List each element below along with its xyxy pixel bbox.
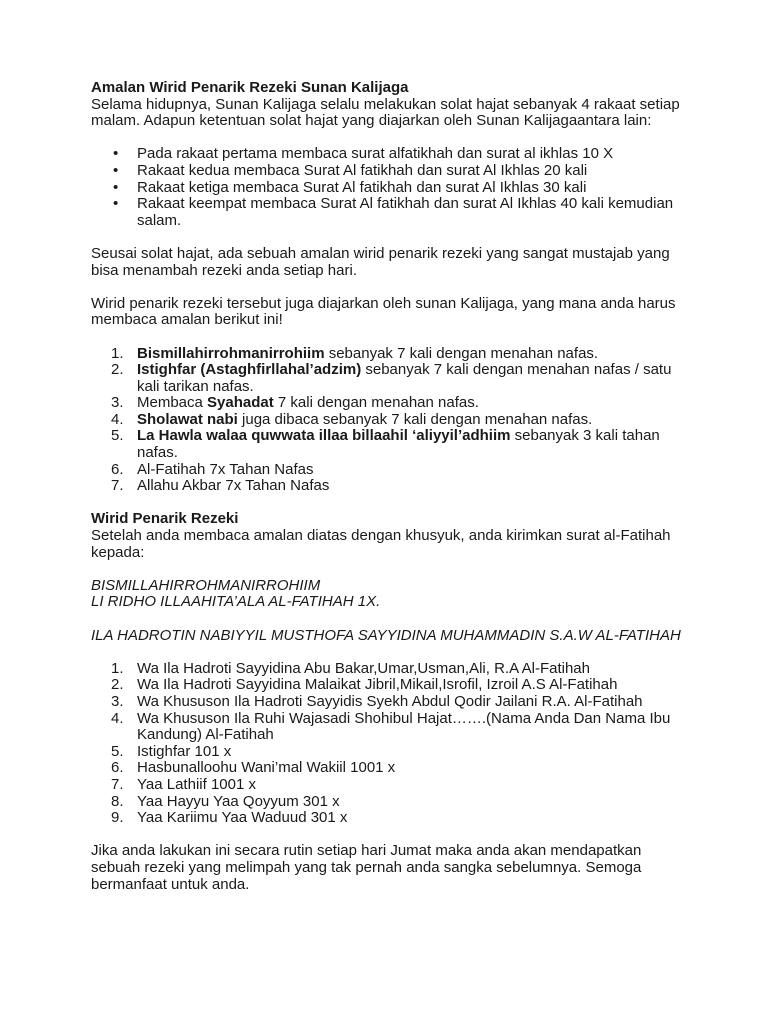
list-item: 8. Yaa Hayyu Yaa Qoyyum 301 x — [111, 792, 340, 810]
paragraph-wirid-intro: Wirid penarik rezeki tersebut juga diajarkan oleh sunan Kalijaga, yang mana anda harus membaca amalan berikut ini! — [91, 294, 676, 329]
amalan-list — [91, 346, 681, 495]
list-item: 1. Wa Ila Hadroti Sayyidina Abu Bakar,Umar,Usman,Ali, R.A Al-Fatihah — [111, 659, 590, 677]
list-item: 7. Allahu Akbar 7x Tahan Nafas — [111, 477, 330, 495]
section-title-wirid: Wirid Penarik Rezeki — [91, 510, 239, 528]
closing-paragraph: Jika anda lakukan ini secara rutin setiap hari Jumat maka anda akan mendapatkan sebuah rezeki yang melimpah yang tak pernah anda sangka sebelumnya. Semoga bermanfaat untuk anda. — [91, 842, 642, 893]
list-item: • Rakaat keempat membaca Surat Al fatikhah dan surat Al Ikhlas 40 kali kemudian salam. — [91, 196, 681, 229]
list-item: 3. Membaca Syahadat 7 kali dengan menahan nafas. — [111, 394, 479, 412]
rakaat-list — [91, 146, 681, 229]
list-item: 7. Yaa Lathiif 1001 x — [111, 775, 256, 793]
list-item: 9. Yaa Kariimu Yaa Waduud 301 x — [111, 809, 348, 827]
list-item: • Rakaat ketiga membaca Surat Al fatikhah dan surat Al Ikhlas 30 kali — [91, 180, 681, 197]
intro-paragraph: Selama hidupnya, Sunan Kalijaga selalu melakukan solat hajat sebanyak 4 rakaat setiap malam. Adapun ketentuan solat hajat yang diajarkan oleh Sunan Kalijagaantara lain: — [91, 95, 680, 130]
wirid-list — [91, 661, 681, 827]
list-item: 4. Wa Khususon Ila Ruhi Wajasadi Shohibul Hajat…….(Nama Anda Dan Nama Ibu Kandung) Al-Fatihah — [111, 709, 671, 744]
section-intro: Setelah anda membaca amalan diatas dengan khusyuk, anda kirimkan surat al-Fatihah kepada: — [91, 527, 671, 561]
paragraph-after-solat: Seusai solat hajat, ada sebuah amalan wirid penarik rezeki yang sangat mustajab yang bisa menambah rezeki anda setiap hari. — [91, 244, 670, 279]
list-item: 6. Hasbunalloohu Wani’mal Wakiil 1001 x — [111, 759, 396, 777]
list-item: 2. Wa Ila Hadroti Sayyidina Malaikat Jibril,Mikail,Isrofil, Izroil A.S Al-Fatihah — [111, 676, 618, 694]
document-page — [91, 80, 681, 893]
list-item: 5. La Hawla walaa quwwata illaa billaahil ‘aliyyil’adhiim sebanyak 3 kali tahan nafas. — [111, 427, 660, 462]
list-item: 3. Wa Khususon Ila Hadroti Sayyidis Syekh Abdul Qodir Jailani R.A. Al-Fatihah — [111, 692, 643, 710]
italic-line: LI RIDHO ILLAAHITA’ALA AL-FATIHAH 1X. — [91, 593, 381, 611]
italic-line: ILA HADROTIN NABIYYIL MUSTHOFA SAYYIDINA MUHAMMADIN S.A.W AL-FATIHAH — [91, 626, 681, 644]
list-item: 1. Bismillahirrohmanirrohiim sebanyak 7 kali dengan menahan nafas. — [111, 344, 599, 362]
document-title: Amalan Wirid Penarik Rezeki Sunan Kalijaga — [91, 79, 409, 96]
list-item: 2. Istighfar (Astaghfirllahal’adzim) sebanyak 7 kali dengan menahan nafas / satu kali tarikan nafas. — [111, 361, 672, 395]
list-item: • Pada rakaat pertama membaca surat alfatikhah dan surat al ikhlas 10 X — [91, 146, 681, 163]
list-item: 6. Al-Fatihah 7x Tahan Nafas — [111, 460, 314, 478]
italic-line: BISMILLAHIRROHMANIRROHIIM — [91, 576, 321, 594]
list-item: • Rakaat kedua membaca Surat Al fatikhah dan surat Al Ikhlas 20 kali — [91, 163, 681, 180]
list-item: 4. Sholawat nabi juga dibaca sebanyak 7 kali dengan menahan nafas. — [111, 410, 593, 428]
list-item: 5. Istighfar 101 x — [111, 742, 232, 760]
